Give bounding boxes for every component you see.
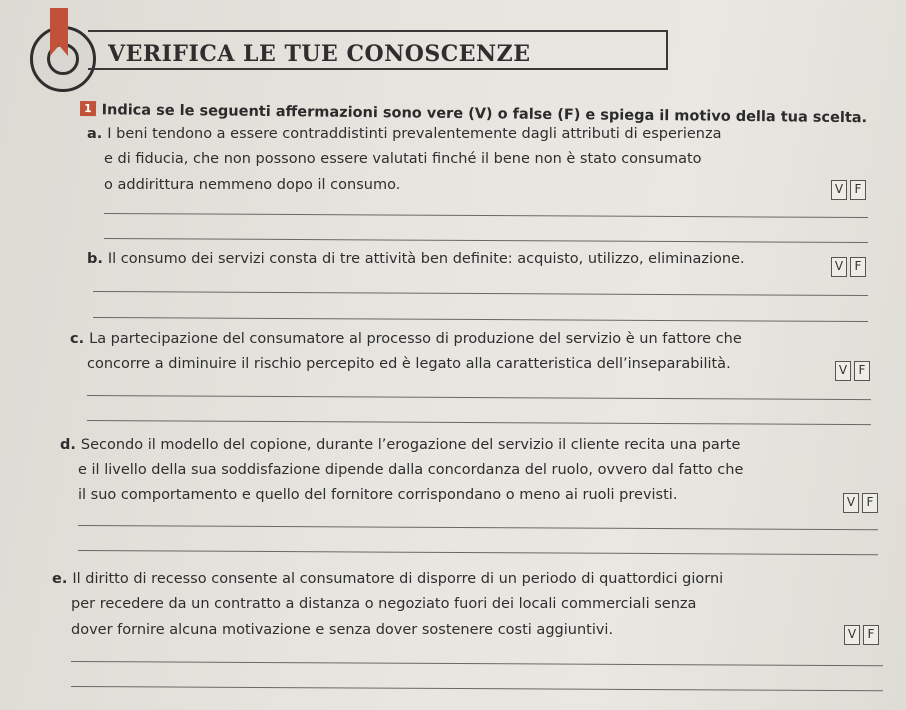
statement-a-choice — [831, 180, 866, 200]
statement-e-line-3: dover fornire alcuna motivazione e senza dover sostenere costi aggiuntivi. — [71, 622, 614, 638]
false-checkbox[interactable]: F — [850, 180, 866, 200]
statement-c-line-2: concorre a diminuire il rischio percepito ed è legato alla caratteristica dell’inseparabilità. — [87, 356, 731, 372]
instruction-text: Indica se le seguenti affermazioni sono vere (V) o false (F) e spiega il motivo della tua scelta. — [101, 102, 868, 127]
statement-letter: a. — [87, 126, 103, 142]
statement-a-line-2: e di fiducia, che non possono essere valutati finché il bene non è stato consumato — [104, 151, 702, 167]
statement-c-choice — [835, 361, 870, 381]
false-checkbox[interactable]: F — [850, 257, 866, 277]
statement-d-choice — [843, 493, 878, 513]
true-checkbox[interactable]: V — [844, 625, 860, 645]
statement-letter: e. — [52, 571, 68, 587]
statement-text: La partecipazione del consumatore al processo di produzione del servizio è un fattore che — [89, 331, 742, 347]
statement-b-line-1 — [87, 251, 745, 267]
false-checkbox[interactable]: F — [863, 625, 879, 645]
statement-a-line-1 — [87, 126, 721, 142]
statement-e-line-2: per recedere da un contratto a distanza o negoziato fuori dei locali commerciali senza — [71, 596, 697, 612]
exercise-number-badge: 1 — [80, 101, 96, 116]
statement-text: Il diritto di recesso consente al consumatore di disporre di un periodo di quattordici giorni — [72, 571, 724, 587]
statement-d-line-2: e il livello della sua soddisfazione dipende dalla concordanza del ruolo, ovvero dal fatto che — [78, 462, 744, 478]
true-checkbox[interactable]: V — [831, 257, 847, 277]
page-title: VERIFICA LE TUE CONOSCENZE — [108, 41, 531, 67]
statement-letter: d. — [60, 437, 76, 453]
statement-letter: c. — [70, 331, 85, 347]
statement-b-choice — [831, 257, 866, 277]
statement-d-line-3: il suo comportamento e quello del fornitore corrispondano o meno ai ruoli previsti. — [78, 487, 678, 503]
statement-d-line-1 — [60, 437, 740, 453]
statement-text: I beni tendono a essere contraddistinti prevalentemente dagli attributi di esperienza — [107, 126, 722, 142]
true-checkbox[interactable]: V — [835, 361, 851, 381]
false-checkbox[interactable]: F — [862, 493, 878, 513]
statement-letter: b. — [87, 251, 103, 267]
statement-c-line-1 — [70, 331, 742, 347]
true-checkbox[interactable]: V — [831, 180, 847, 200]
false-checkbox[interactable]: F — [854, 361, 870, 381]
statement-text: Il consumo dei servizi consta di tre attività ben definite: acquisto, utilizzo, eliminazione. — [107, 251, 745, 267]
statement-a-line-3: o addirittura nemmeno dopo il consumo. — [104, 177, 401, 193]
true-checkbox[interactable]: V — [843, 493, 859, 513]
statement-e-choice — [844, 625, 879, 645]
statement-text: Secondo il modello del copione, durante l’erogazione del servizio il cliente recita una parte — [80, 437, 741, 453]
statement-e-line-1 — [52, 571, 723, 587]
